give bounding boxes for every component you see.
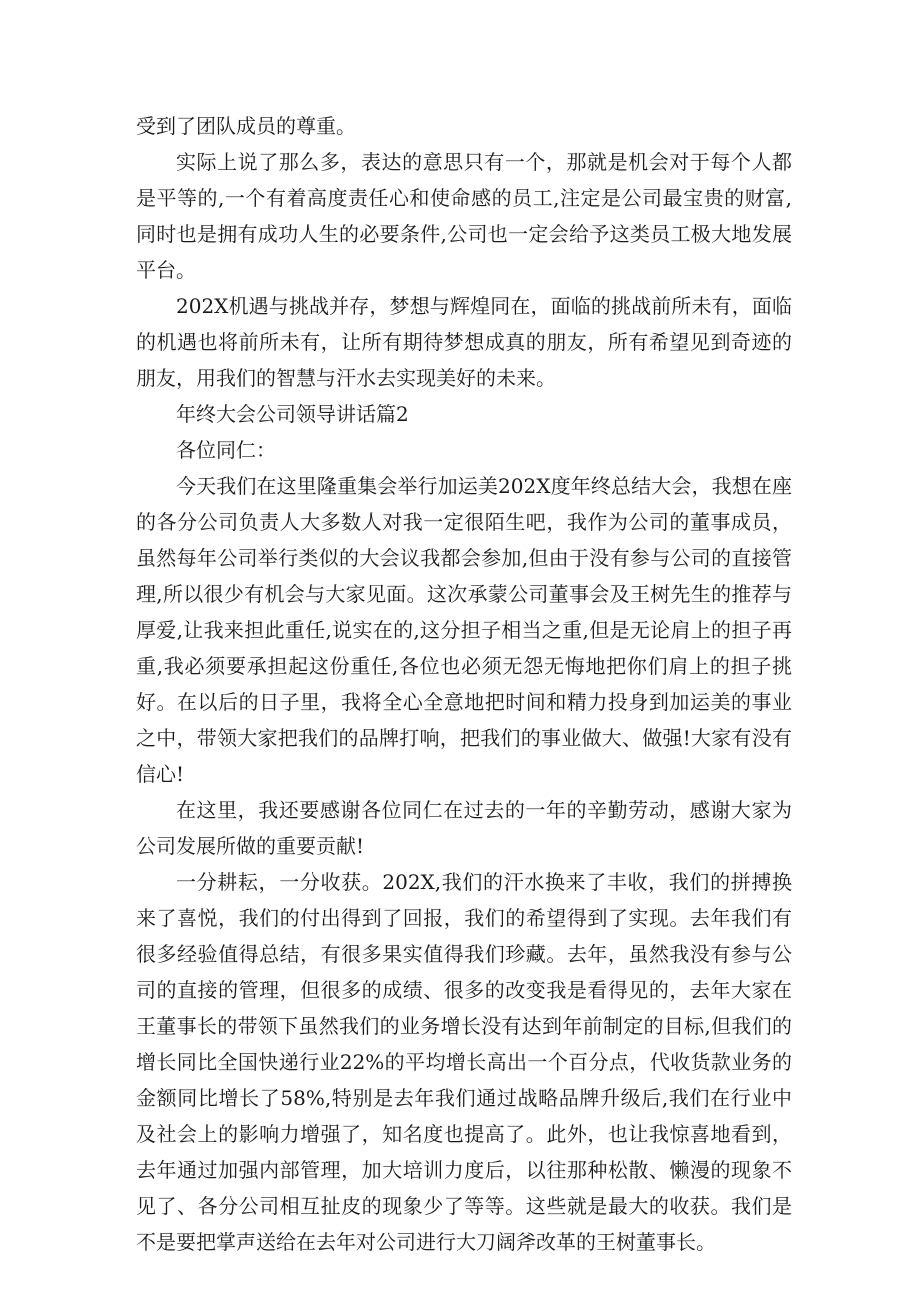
paragraph-future: 202X机遇与挑战并存，梦想与辉煌同在，面临的挑战前所未有，面临的机遇也将前所未有，让所有期待梦想成真的朋友，所有希望见到奇迹的朋友，用我们的智慧与汗水去实现美好的未来。 (136, 294, 792, 390)
document-body (136, 108, 792, 1260)
paragraph-achievements: 一分耕耘，一分收获。202X,我们的汗水换来了丰收，我们的拼搏换来了喜悦，我们的付出得到了回报，我们的希望得到了实现。去年我们有很多经验值得总结，有很多果实值得我们珍藏。去年，虽然我没有参与公司的直接的管理，但很多的成绩、很多的改变我是看得见的，去年大家在王董事长的带领下虽然我们的业务增长没有达到年前制定的目标,但我们的增长同比全国快递行业22%的平均增长高出一个百分点，代收货款业务的金额同比增长了58%,特别是去年我们通过战略品牌升级后,我们在行业中及社会上的影响力增强了，知名度也提高了。此外，也让我惊喜地看到，去年通过加强内部管理，加大培训力度后，以往那种松散、懒漫的现象不见了、各分公司相互扯皮的现象少了等等。这些就是最大的收获。我们是不是要把掌声送给在去年对公司进行大刀阔斧改革的王树董事长。 (136, 870, 792, 1254)
section-title: 年终大会公司领导讲话篇2 (176, 402, 409, 426)
paragraph-opportunity: 实际上说了那么多，表达的意思只有一个，那就是机会对于每个人都是平等的,一个有着高度责任心和使命感的员工,注定是公司最宝贵的财富,同时也是拥有成功人生的必要条件,公司也一定会给予这类员工极大地发展平台。 (136, 150, 792, 282)
paragraph-introduction: 今天我们在这里隆重集会举行加运美202X度年终总结大会，我想在座的各分公司负责人大多数人对我一定很陌生吧，我作为公司的董事成员，虽然每年公司举行类似的大会议我都会参加,但由于没有参与公司的直接管理,所以很少有机会与大家见面。这次承蒙公司董事会及王树先生的推荐与厚爱,让我来担此重任,说实在的,这分担子相当之重,但是无论肩上的担子再重,我必须要承担起这份重任,各位也必须无怨无悔地把你们肩上的担子挑好。在以后的日子里，我将全心全意地把时间和精力投身到加运美的事业之中，带领大家把我们的品牌打响，把我们的事业做大、做强!大家有没有信心! (136, 474, 792, 786)
paragraph-thanks: 在这里，我还要感谢各位同仁在过去的一年的辛勤劳动，感谢大家为公司发展所做的重要贡献! (136, 798, 792, 858)
paragraph-continued: 受到了团队成员的尊重。 (136, 114, 356, 138)
salutation: 各位同仁： (176, 438, 276, 462)
